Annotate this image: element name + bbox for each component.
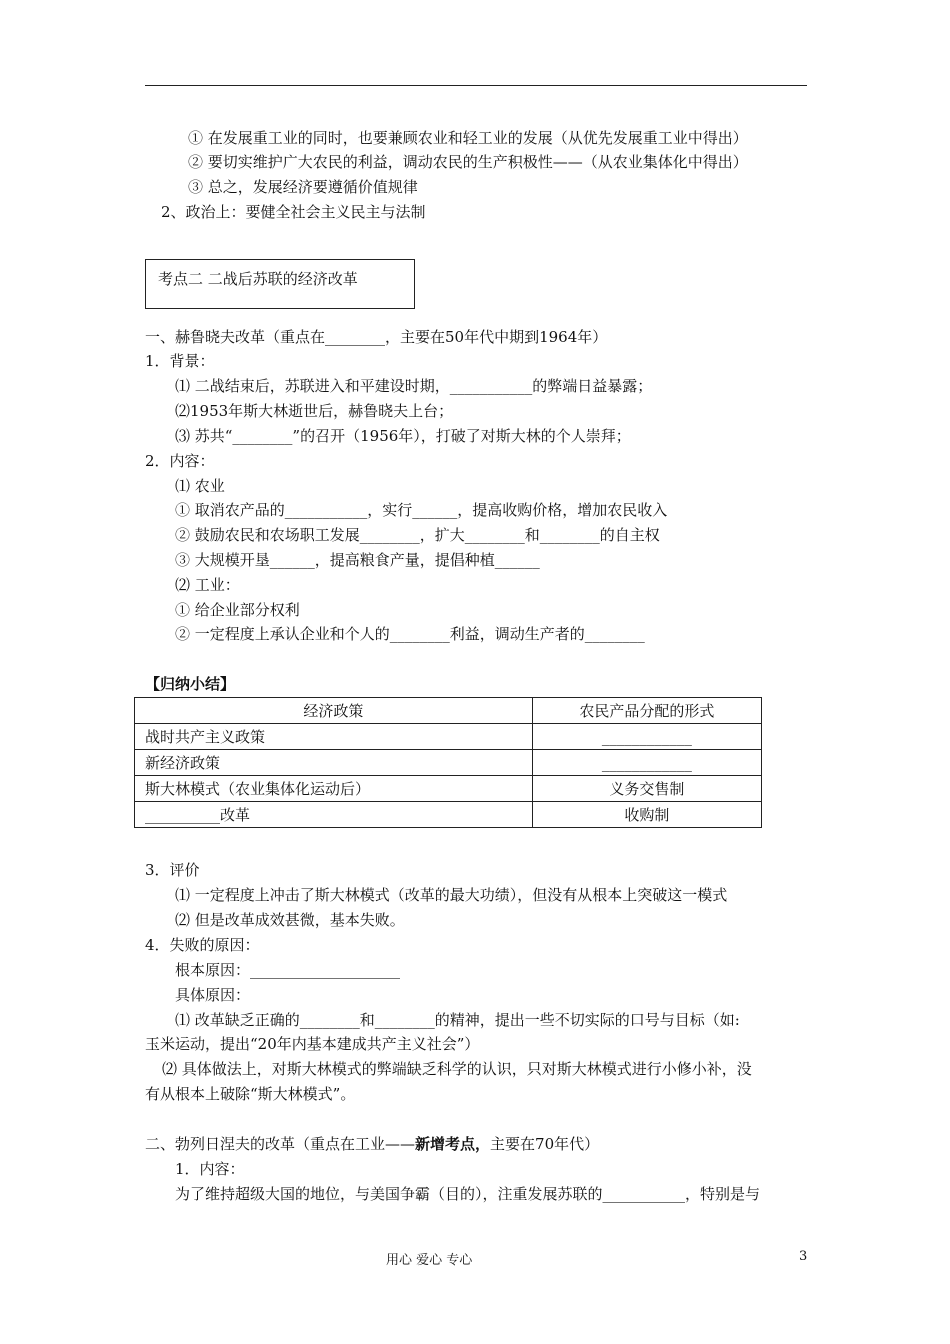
text-line: ⑵1953年斯大林逝世后，赫鲁晓夫上台； — [175, 402, 454, 420]
subsection-title: 1．背景： — [145, 352, 215, 370]
text-line: 2、政治上：要健全社会主义民主与法制 — [161, 203, 426, 221]
text-line: ① 给企业部分权利 — [175, 601, 300, 619]
table-cell: 战时共产主义政策 — [135, 724, 533, 750]
text-line: ① 取消农产品的___________，实行______，提高收购价格，增加农民收入 — [175, 501, 668, 519]
table-row — [135, 802, 762, 828]
table-row — [135, 750, 762, 776]
text-line: 玉米运动，提出“20年内基本建成共产主义社会”） — [145, 1035, 480, 1053]
summary-title: 【归纳小结】 — [145, 675, 236, 693]
table-cell: 新经济政策 — [135, 750, 533, 776]
section-title-post: 主要在70年代） — [490, 1135, 600, 1153]
subsection-title: 3．评价 — [145, 861, 200, 879]
table-header-cell: 农民产品分配的形式 — [532, 698, 761, 724]
table-cell: ____________ — [532, 724, 761, 750]
table-header-row — [135, 698, 762, 724]
table-cell: __________改革 — [135, 802, 533, 828]
text-line: ② 要切实维护广大农民的利益，调动农民的生产积极性——（从农业集体化中得出） — [188, 153, 748, 171]
text-line: ① 在发展重工业的同时，也要兼顾农业和轻工业的发展（从优先发展重工业中得出） — [188, 129, 748, 147]
topic-box — [145, 259, 415, 309]
text-line: 具体原因： — [175, 986, 251, 1004]
section-title-bold: 新增考点， — [415, 1135, 491, 1153]
section-title — [145, 1134, 599, 1154]
page-number: 3 — [799, 1249, 808, 1264]
text-line: ⑴ 二战结束后，苏联进入和平建设时期，___________的弊端日益暴露； — [175, 377, 653, 395]
text-line: ② 鼓励农民和农场职工发展________，扩大________和________的自主权 — [175, 526, 660, 544]
topic-title: 考点二 二战后苏联的经济改革 — [158, 270, 358, 288]
text-line: ⑵ 工业： — [175, 576, 240, 594]
table-cell: ____________ — [532, 750, 761, 776]
text-line: ⑴ 一定程度上冲击了斯大林模式（改革的最大功绩），但没有从根本上突破这一模式 — [175, 886, 728, 904]
section-title-pre: 二、勃列日涅夫的改革（重点在工业—— — [145, 1135, 416, 1153]
text-line: 有从根本上破除“斯大林模式”。 — [145, 1085, 356, 1103]
text-line: ③ 大规模开垦______，提高粮食产量，提倡种植______ — [175, 551, 540, 569]
text-line: ⑶ 苏共“________”的召开（1956年），打破了对斯大林的个人崇拜； — [175, 427, 631, 445]
text-line: 为了维持超级大国的地位，与美国争霸（目的），注重发展苏联的___________，特别是与 — [175, 1185, 761, 1203]
table-cell: 收购制 — [532, 802, 761, 828]
text-line: ⑵ 但是改革成效甚微，基本失败。 — [175, 911, 405, 929]
subsection-title: 4．失败的原因： — [145, 936, 260, 954]
table-cell: 斯大林模式（农业集体化运动后） — [135, 776, 533, 802]
table-header-cell: 经济政策 — [135, 698, 533, 724]
subsection-title: 1．内容： — [175, 1160, 245, 1178]
section-title: 一、赫鲁晓夫改革（重点在________，主要在50年代中期到1964年） — [145, 328, 608, 346]
text-line: ② 一定程度上承认企业和个人的________利益，调动生产者的________ — [175, 625, 645, 643]
text-line: ⑴ 改革缺乏正确的________和________的精神，提出一些不切实际的口号与目标（如: — [175, 1011, 740, 1029]
text-line: ⑴ 农业 — [175, 477, 225, 495]
text-line: ③ 总之，发展经济要遵循价值规律 — [188, 178, 418, 196]
text-line: 根本原因：____________________ — [175, 961, 401, 979]
subsection-title: 2．内容： — [145, 452, 215, 470]
footer-motto: 用心 爱心 专心 — [386, 1253, 473, 1268]
table-cell: 义务交售制 — [532, 776, 761, 802]
summary-table — [134, 697, 762, 828]
table-row — [135, 776, 762, 802]
header-rule — [145, 85, 807, 86]
text-line: ⑵ 具体做法上，对斯大林模式的弊端缺乏科学的认识，只对斯大林模式进行小修小补，没 — [162, 1060, 752, 1078]
table-row — [135, 724, 762, 750]
